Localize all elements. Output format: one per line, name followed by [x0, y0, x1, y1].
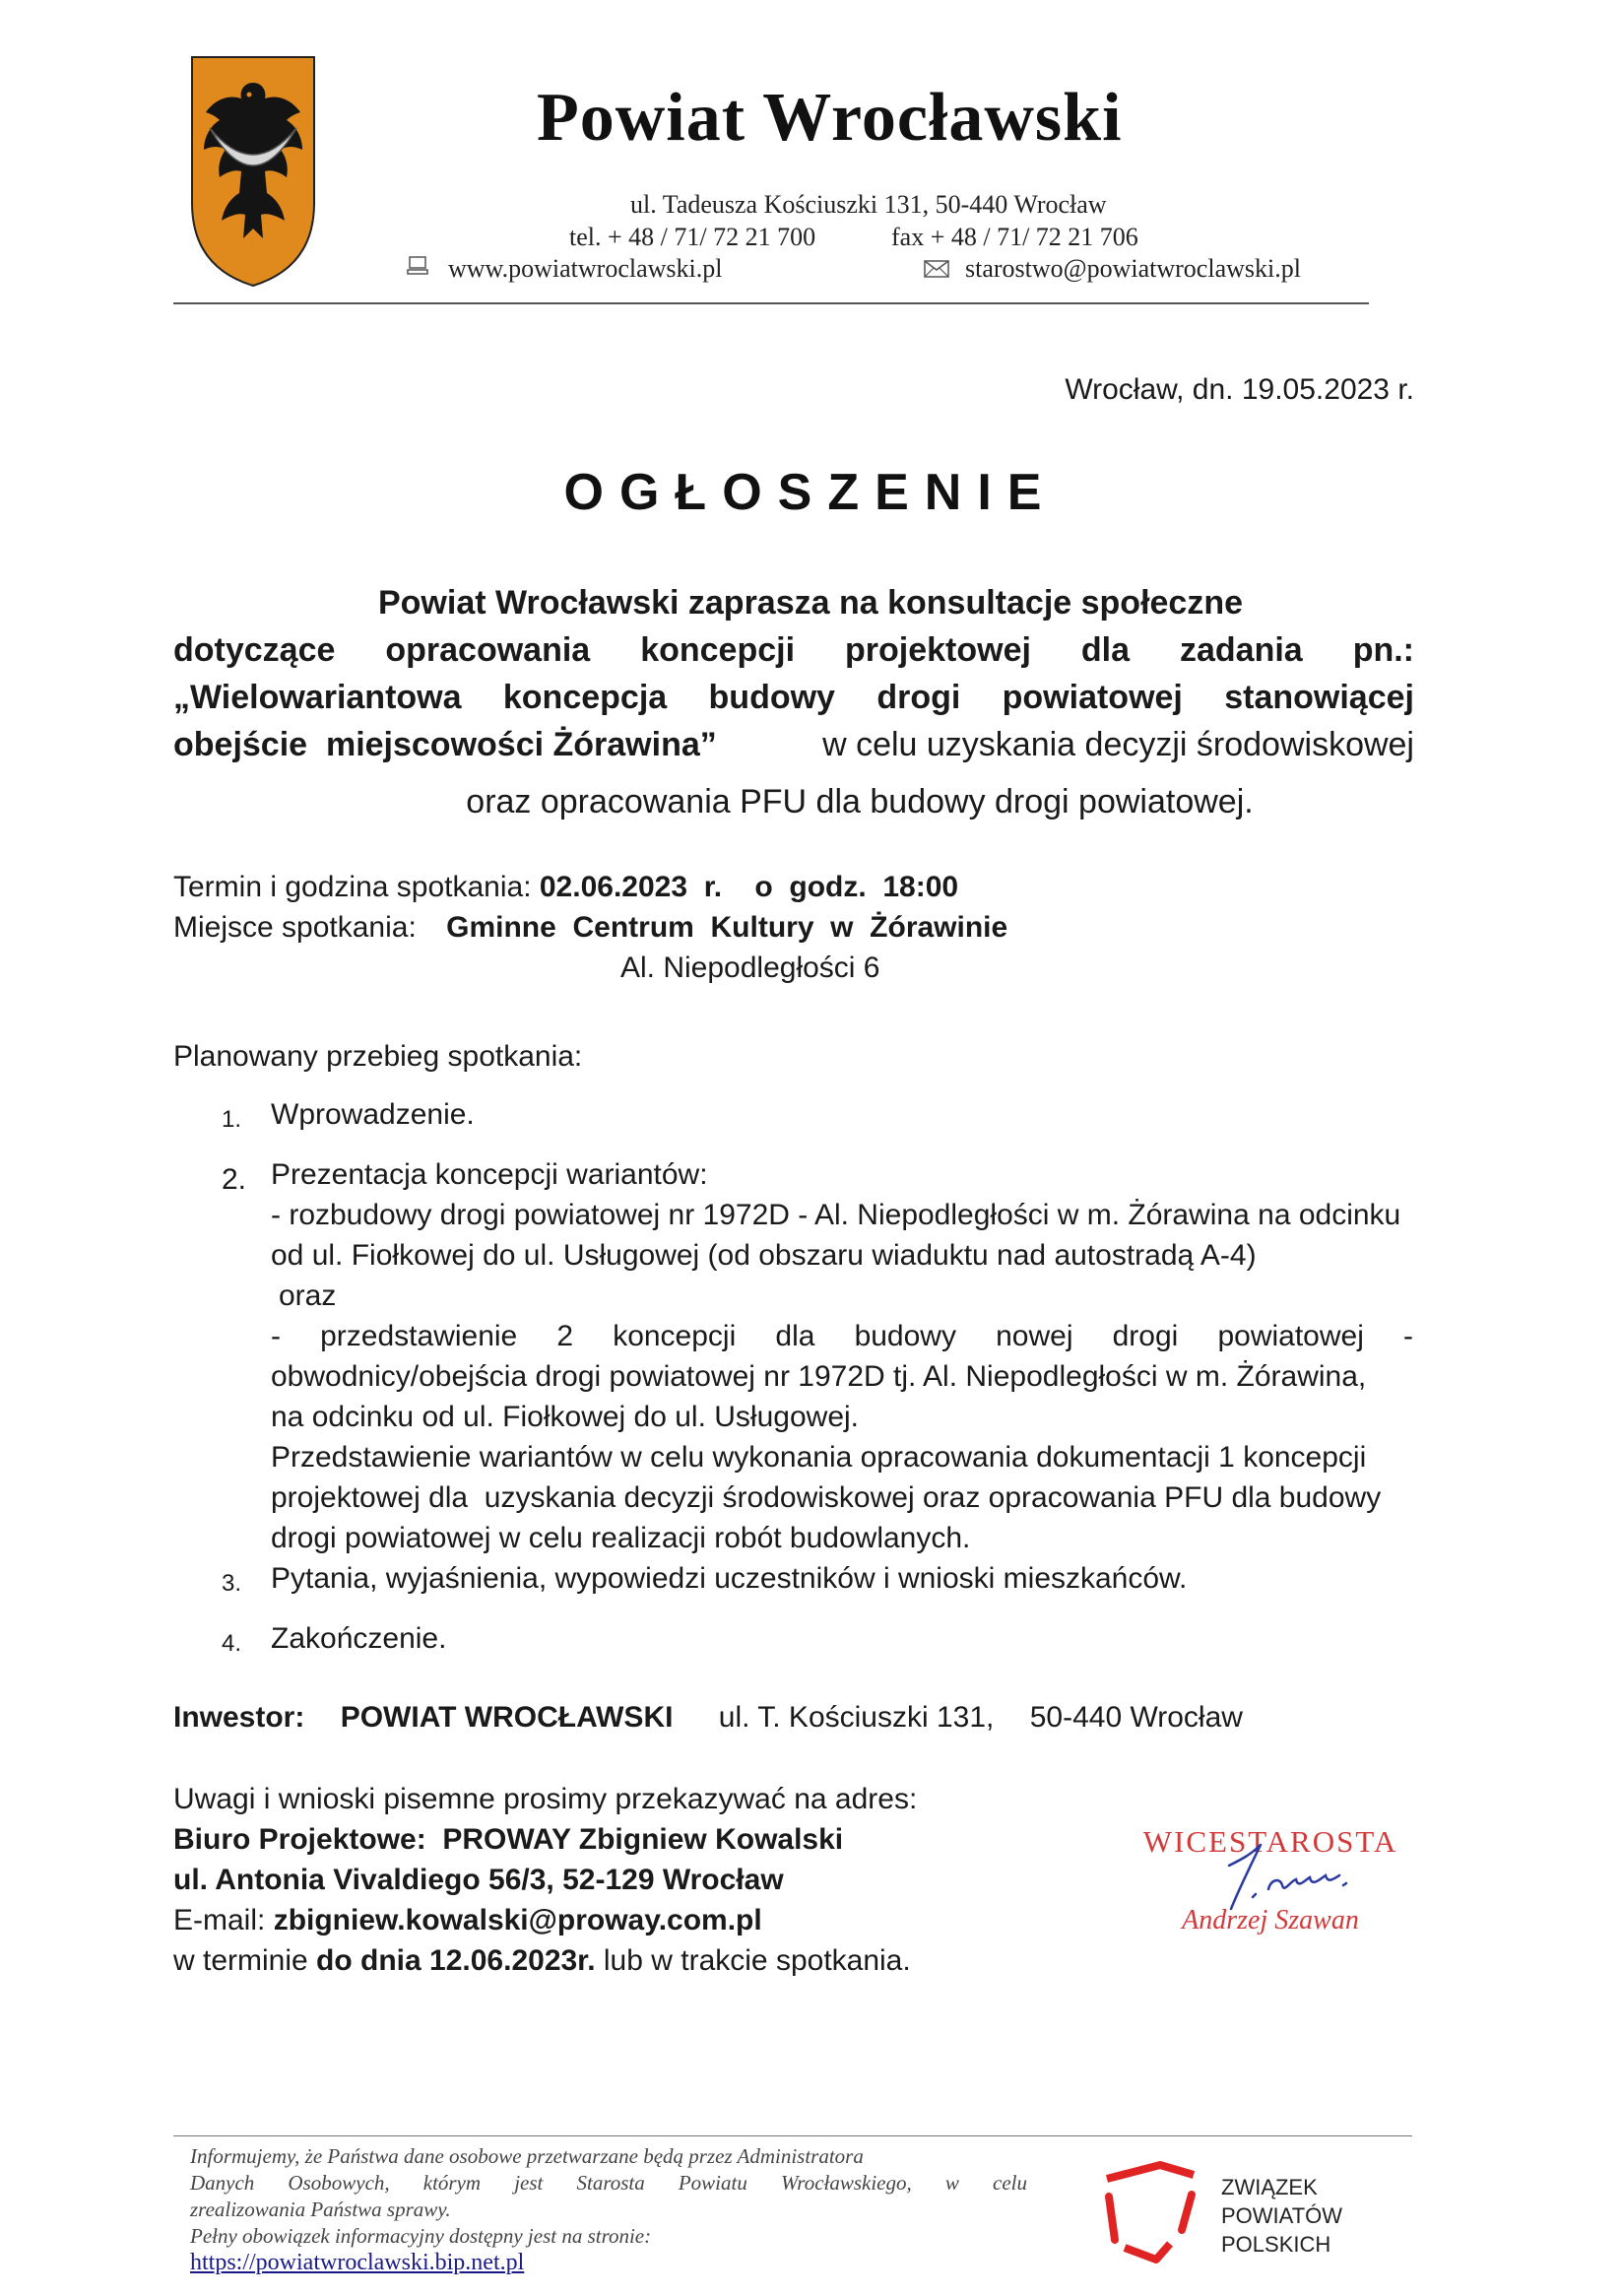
meeting-place-value: Gminne Centrum Kultury w Żórawinie	[446, 911, 1008, 944]
zpp-line: POWIATÓW	[1221, 2203, 1343, 2228]
meeting-date-label: Termin i godzina spotkania:	[173, 871, 532, 903]
intro-word: zadania	[1180, 631, 1303, 669]
intro-word: drogi	[876, 679, 961, 716]
detail-word: budowy	[854, 1320, 956, 1352]
zpp-line: ZWIĄZEK	[1221, 2175, 1318, 2199]
meeting-date-row	[173, 867, 958, 907]
header-website-link[interactable]: www.powiatwroclawski.pl	[448, 254, 723, 283]
footer-word: Danych	[190, 2171, 255, 2195]
footer-word: Powiatu	[678, 2171, 747, 2195]
plan-item-detail	[271, 1316, 1413, 1356]
intro-word: dotyczące	[173, 631, 336, 669]
detail-word: dla	[775, 1320, 815, 1352]
intro-line-4	[173, 725, 1414, 765]
eagle-crest-icon	[190, 55, 316, 288]
meeting-date-value: 02.06.2023 r. o godz. 18:00	[539, 871, 959, 903]
header-email-link[interactable]: starostwo@powiatwroclawski.pl	[965, 254, 1301, 283]
footer-word: jest	[514, 2171, 544, 2195]
stamp-name: Andrzej Szawan	[1182, 1905, 1359, 1935]
plan-item-text: Pytania, wyjaśnienia, wypowiedzi uczestników i wnioski mieszkańców.	[271, 1562, 1188, 1595]
intro-bold-segment: obejście miejscowości Żórawina”	[173, 726, 717, 763]
zpp-line: POLSKICH	[1221, 2232, 1331, 2257]
intro-line-3	[173, 678, 1414, 718]
footer-bip-link[interactable]: https://powiatwroclawski.bip.net.pl	[190, 2250, 525, 2275]
intro-line-5: oraz opracowania PFU dla budowy drogi powiatowej.	[466, 783, 1254, 820]
official-stamp	[1123, 1810, 1418, 1968]
notes-deadline-pre: w terminie	[173, 1944, 317, 1977]
footer-word: Wrocławskiego,	[780, 2171, 912, 2195]
plan-item-detail: Przedstawienie wariantów w celu wykonania opracowania dokumentacji 1 koncepcji	[271, 1441, 1367, 1474]
detail-word: nowej	[996, 1320, 1073, 1352]
plan-item-detail: - rozbudowy drogi powiatowej nr 1972D - Al. Niepodległości w m. Żórawina na odcinku	[271, 1199, 1401, 1231]
plan-item-detail: oraz	[279, 1279, 337, 1312]
notes-deadline-post: lub w trakcie spotkania.	[595, 1944, 911, 1977]
footer-line-4: Pełny obowiązek informacyjny dostępny jest na stronie:	[190, 2224, 652, 2248]
notes-email-row	[173, 1900, 762, 1940]
notes-email-label: E-mail:	[173, 1904, 274, 1936]
intro-word: pn.:	[1352, 631, 1414, 669]
header-tel: tel. + 48 / 71/ 72 21 700	[569, 223, 816, 251]
stamp-title: WICESTAROSTA	[1142, 1824, 1398, 1859]
investor-label: Inwestor:	[173, 1701, 305, 1734]
zpp-logo-text	[1221, 2173, 1342, 2259]
footer-line-1: Informujemy, że Państwa dane osobowe przetwarzane będą przez Administratora	[190, 2144, 864, 2168]
intro-line-1: Powiat Wrocławski zaprasza na konsultacje społeczne	[377, 584, 1244, 622]
header-fax: fax + 48 / 71/ 72 21 706	[891, 223, 1138, 251]
meeting-place-address: Al. Niepodległości 6	[620, 951, 880, 984]
plan-item-detail: od ul. Fiołkowej do ul. Usługowej (od obszaru wiaduktu nad autostradą A-4)	[271, 1239, 1257, 1272]
intro-word: budowy	[708, 679, 835, 716]
footer-word: Starosta	[576, 2171, 645, 2195]
intro-line-2	[173, 630, 1414, 671]
intro-word: „Wielowariantowa	[173, 679, 462, 716]
intro-segment: w celu uzyskania decyzji środowiskowej	[822, 726, 1414, 763]
plan-item-number: 1.	[222, 1106, 242, 1133]
intro-word: stanowiącej	[1224, 679, 1414, 716]
notes-street: ul. Antonia Vivaldiego 56/3, 52-129 Wrocław	[173, 1864, 784, 1896]
notes-office: Biuro Projektowe: PROWAY Zbigniew Kowalski	[173, 1823, 844, 1856]
intro-word: koncepcja	[502, 679, 668, 716]
meeting-place-label: Miejsce spotkania:	[173, 911, 417, 944]
notes-deadline-row	[173, 1940, 911, 1981]
document-date: Wrocław, dn. 19.05.2023 r.	[1065, 373, 1414, 406]
plan-item-text: Wprowadzenie.	[271, 1098, 475, 1131]
footer-word: Osobowych,	[288, 2171, 390, 2195]
plan-title: Planowany przebieg spotkania:	[173, 1040, 583, 1073]
plan-item-detail: projektowej dla uzyskania decyzji środowiskowej oraz opracowania PFU dla budowy	[271, 1481, 1382, 1514]
detail-word: przedstawienie	[320, 1320, 518, 1352]
footer-divider	[173, 2135, 1412, 2136]
meeting-place-row	[173, 907, 1007, 948]
detail-word: drogi	[1112, 1320, 1179, 1352]
detail-word: -	[1403, 1320, 1413, 1352]
notes-intro: Uwagi i wnioski pisemne prosimy przekazywać na adres:	[173, 1783, 918, 1815]
plan-item-detail: drogi powiatowej w celu realizacji robót budowlanych.	[271, 1522, 971, 1554]
plan-item-detail: obwodnicy/obejścia drogi powiatowej nr 1972D tj. Al. Niepodległości w m. Żórawina,	[271, 1360, 1367, 1393]
detail-word: koncepcji	[613, 1320, 737, 1352]
detail-word: -	[271, 1320, 281, 1352]
footer-line-2	[190, 2170, 1027, 2197]
notes-deadline-date: do dnia 12.06.2023r.	[316, 1944, 596, 1977]
plan-item-number: 3.	[222, 1570, 242, 1597]
intro-word: koncepcji	[640, 631, 796, 669]
intro-word: dla	[1080, 631, 1131, 669]
investor-city: 50-440 Wrocław	[1029, 1701, 1243, 1734]
document-heading: OGŁOSZENIE	[563, 464, 1058, 521]
envelope-icon	[924, 260, 949, 278]
plan-item-number: 2.	[222, 1163, 247, 1196]
plan-item-text: Zakończenie.	[271, 1622, 447, 1655]
detail-word: powiatowej	[1217, 1320, 1364, 1352]
footer-word: którym	[422, 2171, 482, 2195]
org-name: Powiat Wrocławski	[537, 80, 1123, 156]
header-divider	[173, 302, 1369, 304]
footer-line-3: zrealizowania Państwa sprawy.	[190, 2198, 451, 2221]
investor-street: ul. T. Kościuszki 131,	[718, 1701, 995, 1734]
detail-word: 2	[556, 1320, 574, 1352]
plan-item-text: Prezentacja koncepcji wariantów:	[271, 1158, 708, 1191]
header-address: ul. Tadeusza Kościuszki 131, 50-440 Wrocław	[630, 190, 1107, 219]
investor-name: POWIAT WROCŁAWSKI	[340, 1701, 674, 1734]
notes-email-link[interactable]: zbigniew.kowalski@proway.com.pl	[273, 1904, 762, 1936]
plan-item-detail: na odcinku od ul. Fiołkowej do ul. Usługowej.	[271, 1401, 859, 1433]
zpp-logo-icon	[1101, 2157, 1200, 2265]
intro-word: powiatowej	[1002, 679, 1183, 716]
intro-word: projektowej	[845, 631, 1031, 669]
investor-row	[173, 1697, 1243, 1738]
computer-icon	[407, 256, 428, 276]
footer-word: w	[944, 2171, 959, 2195]
intro-word: opracowania	[385, 631, 591, 669]
plan-item-number: 4.	[222, 1630, 242, 1657]
footer-word: celu	[993, 2171, 1027, 2195]
